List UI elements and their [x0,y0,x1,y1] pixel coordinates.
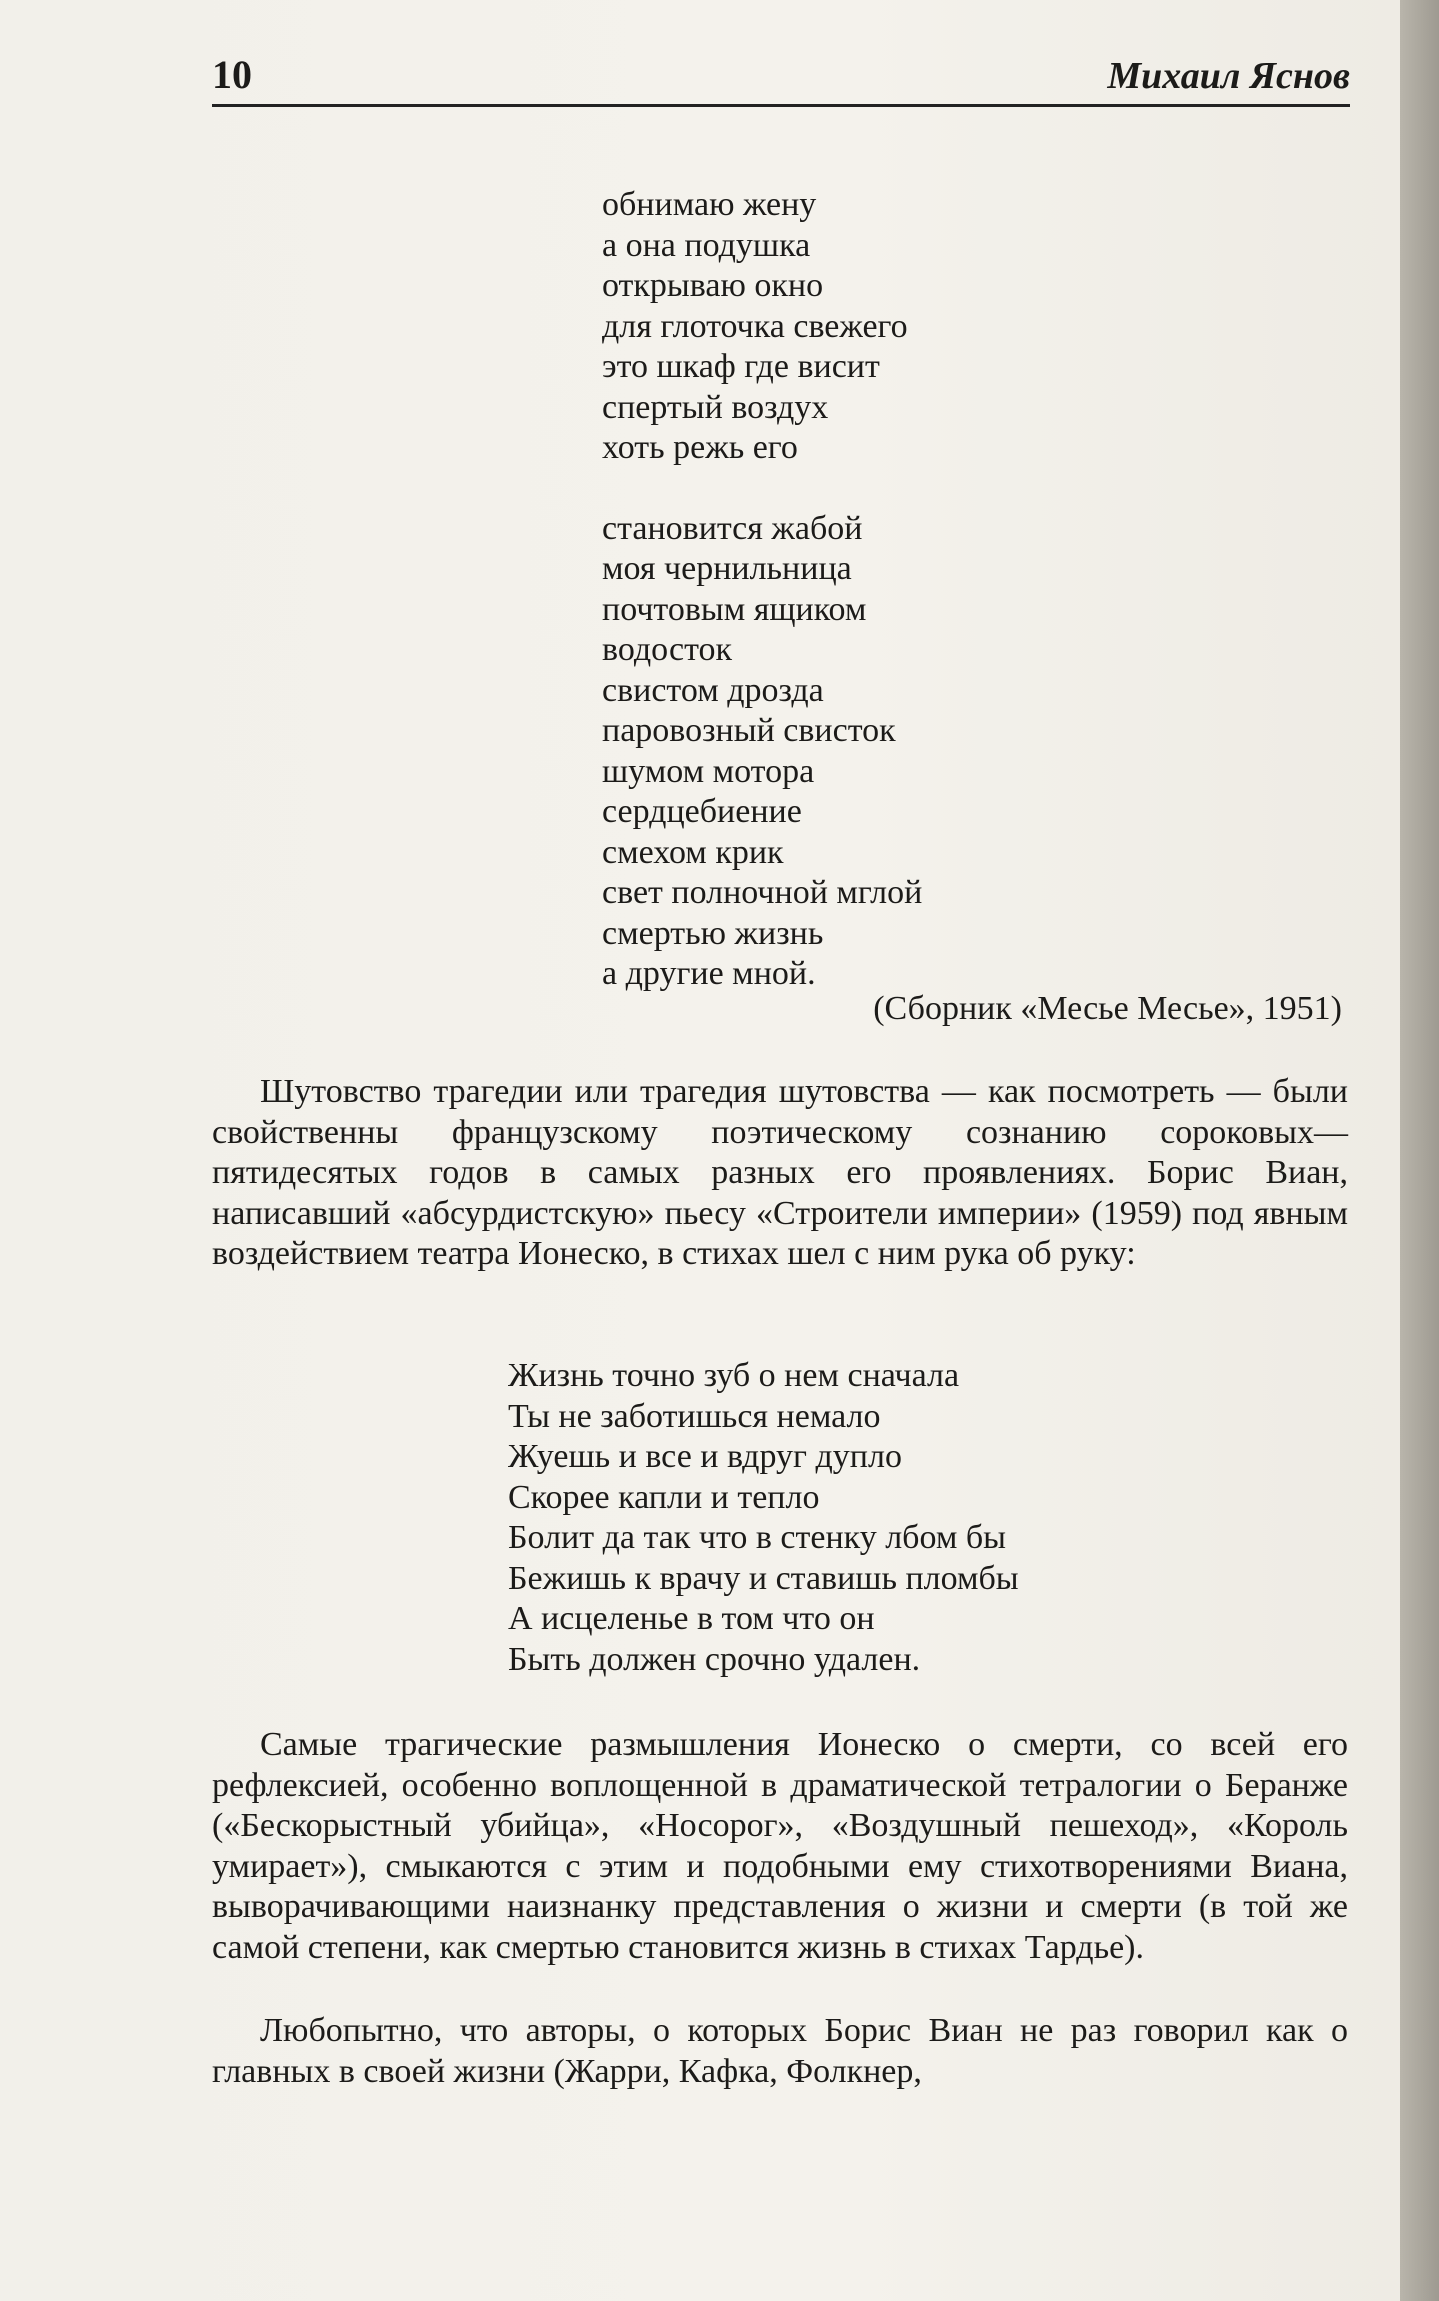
body-paragraph: Любопытно, что авторы, о которых Борис Виан не раз говорил как о главных в своей жизни (Жарри, Кафка, Фолкнер, [212,2012,1348,2090]
poem-line: это шкаф где висит [602,348,880,385]
poem-line: открываю окно [602,267,824,304]
poem-line: водосток [602,631,733,668]
poem-line: А исцеленье в том что он [508,1600,875,1637]
poem-line: свистом дрозда [602,671,824,709]
poem-line: хоть режь его [602,429,798,466]
poem-stanza-1 [602,185,922,469]
poem-line: почтовым ящиком [602,590,867,628]
poem-line: сердцебиение [602,793,802,830]
poem-line: Быть должен срочно удален. [508,1640,921,1678]
poem-line: а она подушка [602,226,811,264]
poem-line: Скорее капли и тепло [508,1478,820,1516]
poem-line: Ты не заботишься немало [508,1397,881,1435]
poem-line: Болит да так что в стенку лбом бы [508,1519,1006,1556]
page-edge-shadow [1400,0,1439,2301]
body-paragraph: Самые трагические размышления Ионеско о смерти, со всей его рефлексией, особенно воплощенной в драматической тетралогии о Беранже («Бескорыстный убийца», «Носорог», «Воздушный пешеход», «Король умирает»), смыкаются с этим и подобными ему стихотворениями Виана, выворачивающими наизнанку представления о жизни и смерти (в той же самой степени, как смертью становится жизнь в стихах Тардье). [212,1726,1348,1966]
running-head-author: Михаил Яснов [1107,55,1350,97]
page-header [212,48,1350,107]
poem-line: для глоточка свежего [602,307,908,345]
poem-line: шумом мотора [602,752,815,790]
poem-line: моя чернильница [602,550,852,587]
body-paragraph: Шутовство трагедии или трагедия шутовства — как посмотреть — были свойственны французскому поэтическому сознанию сороковых—пятидесятых годов в самых разных его проявлениях. Борис Виан, написавший «абсурдистскую» пьесу «Строители империи» (1959) под явным воздействием театра Ионеско, в стихах шел с ним рука об руку: [212,1073,1348,1272]
poem-line: спертый воздух [602,388,829,426]
poem-line: Бежишь к врачу и ставишь пломбы [508,1559,1019,1597]
poem-line: паровозный свисток [602,712,896,749]
poem-line: свет полночной мглой [602,874,923,911]
poem-stanza-2 [602,509,922,995]
poem-line: смехом крик [602,833,784,871]
poem-line: Жизнь точно зуб о нем сначала [508,1357,960,1394]
poem-line: а другие мной. [602,955,816,992]
poem-source-citation: (Сборник «Месье Месье», 1951) [873,990,1342,1027]
page-number: 10 [212,52,252,97]
poem-line: становится жабой [602,509,863,547]
poem-line: обнимаю жену [602,186,817,223]
poem-vian [508,1356,1019,1680]
poem-line: смертью жизнь [602,914,824,952]
poem-line: Жуешь и все и вдруг дупло [508,1438,902,1475]
poem-tardieu [602,185,922,995]
